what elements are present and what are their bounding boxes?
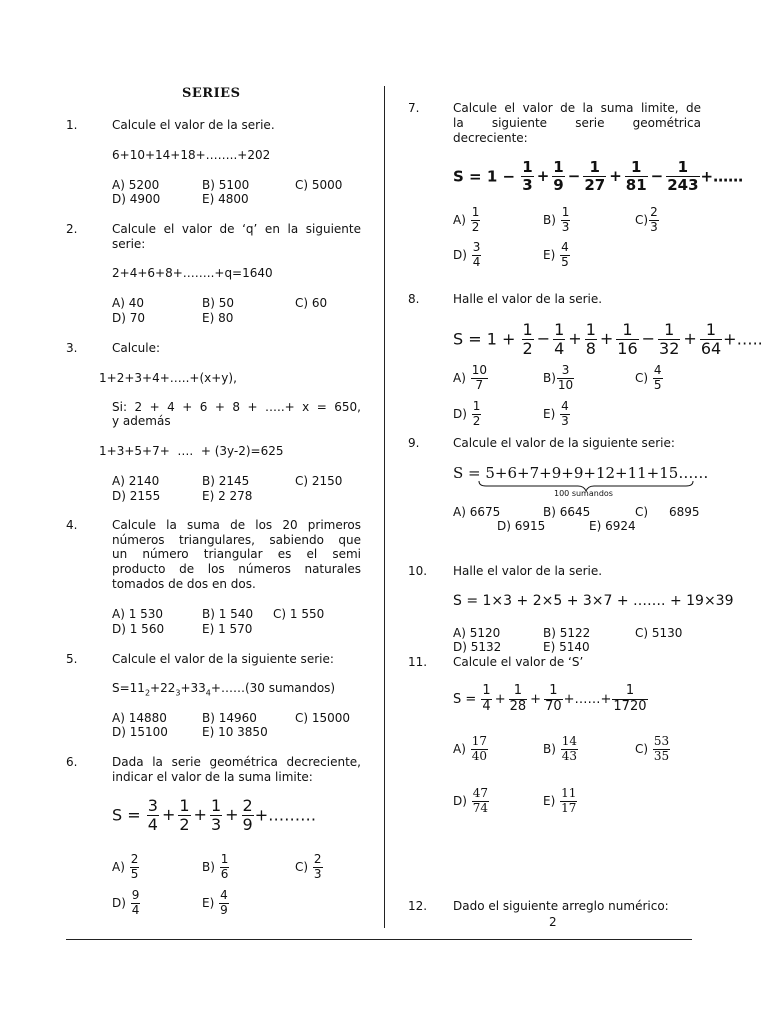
option-b: B) 50 <box>202 296 234 310</box>
option-e: E) 80 <box>202 311 234 325</box>
option-a: A) $\frac{1}{2}$ <box>453 205 480 234</box>
question-text: indicar el valor de la suma limite: <box>112 770 313 784</box>
series-formula: S = 1 + $\frac{1}{2}$ − $\frac{1}{4}$ + $\frac{1}{8}$ + $\frac{1}{16}$ − $\frac{1}{32}$ + $\frac{1}{64}$ +….. <box>453 320 763 359</box>
question-text: Dada la serie geométrica decreciente, <box>112 755 361 769</box>
option-a: A) 2140 <box>112 474 160 488</box>
option-c: C) $\frac{53}{35}$ <box>635 734 670 763</box>
option-d: D) 70 <box>112 311 146 325</box>
option-a: A) $\frac{10}{7}$ <box>453 363 487 392</box>
question-text: Halle el valor de la serie. <box>453 564 603 578</box>
option-c: C) 1 550 <box>273 607 325 621</box>
option-b: B) $\frac{14}{43}$ <box>543 734 578 763</box>
page-title: SERIES <box>182 86 241 101</box>
series-formula: S = 1 − $\frac{1}{3}$ + $\frac{1}{9}$ − $\frac{1}{27}$ + $\frac{1}{81}$ − $\frac{1}{243}$ +…… <box>453 158 744 195</box>
question-number: 7. <box>408 101 420 115</box>
option-b: B) 14960 <box>202 711 257 725</box>
question-number: 11. <box>408 655 428 669</box>
question-text: Calcule el valor de la siguiente serie: <box>112 652 334 666</box>
series-expression: 1+3+5+7+ …. + (3y-2)=625 <box>99 444 284 458</box>
question-number: 5. <box>66 652 78 666</box>
option-e: E) 2 278 <box>202 489 253 503</box>
option-a: A) $\frac{2}{5}$ <box>112 852 139 881</box>
option-d: D) 15100 <box>112 725 168 739</box>
option-e: E) 5140 <box>543 640 590 654</box>
condition-text: y además <box>112 414 171 428</box>
question-text: Dado el siguiente arreglo numérico: <box>453 899 669 913</box>
series-formula: S = 5+6+7+9+9+12+11+15…… <box>453 464 709 482</box>
option-c: C) $\frac{2}{3}$ <box>635 205 658 234</box>
option-c: C) $\frac{4}{5}$ <box>635 363 662 392</box>
option-b: B) 5100 <box>202 178 250 192</box>
question-number: 3. <box>66 341 78 355</box>
question-text: serie: <box>112 237 146 251</box>
option-c: C) 5000 <box>295 178 343 192</box>
question-text: Calcule el valor de ‘q’ en la siguiente <box>112 222 361 236</box>
option-e: E) 4800 <box>202 192 249 206</box>
option-e: E) 1 570 <box>202 622 253 636</box>
option-c: C) 5130 <box>635 626 683 640</box>
option-a: A) 1 530 <box>112 607 164 621</box>
option-a: A) 6675 <box>453 505 501 519</box>
option-c: C) $\frac{2}{3}$ <box>295 852 322 881</box>
option-a: A) 40 <box>112 296 144 310</box>
option-b: B) $\frac{3}{10}$ <box>543 363 574 392</box>
question-text: un número triangular es el semi <box>112 547 361 561</box>
option-c-value: 6895 <box>669 505 700 519</box>
option-e: E) 6924 <box>589 519 636 533</box>
question-text: producto de los números naturales <box>112 562 361 576</box>
option-c: C) <box>635 505 649 519</box>
option-b: B) 1 540 <box>202 607 254 621</box>
question-number: 2. <box>66 222 78 236</box>
condition-text: Si: 2 + 4 + 6 + 8 + …..+ x = 650, <box>112 400 361 414</box>
option-d: D) 6915 <box>497 519 546 533</box>
question-number: 6. <box>66 755 78 769</box>
question-text: la siguiente serie geométrica <box>453 116 701 130</box>
question-number: 12. <box>408 899 428 913</box>
question-text: Calcule el valor de la serie. <box>112 118 275 132</box>
option-d: D) 2155 <box>112 489 161 503</box>
question-text: Halle el valor de la serie. <box>453 292 603 306</box>
question-text: Calcule el valor de ‘S’ <box>453 655 584 669</box>
option-d: D) 4900 <box>112 192 161 206</box>
question-text: Calcule: <box>112 341 161 355</box>
series-expression: 1+2+3+4+…..+(x+y), <box>99 371 237 385</box>
option-e: E) 10 3850 <box>202 725 268 739</box>
option-b: B) $\frac{1}{3}$ <box>543 205 570 234</box>
option-d: D) $\frac{9}{4}$ <box>112 888 140 917</box>
series-formula: S = $\frac{1}{4}$ + $\frac{1}{28}$ + $\frac{1}{70}$ +……+ $\frac{1}{1720}$ <box>453 683 647 714</box>
option-d: D) $\frac{47}{74}$ <box>453 786 489 815</box>
option-a: A) 5200 <box>112 178 160 192</box>
series-expression: 2+4+6+8+……..+q=1640 <box>112 266 273 280</box>
option-c: C) 15000 <box>295 711 351 725</box>
series-expression: $S=11_2+22_3+33_4+\dots\dots(30$ sumandos) <box>112 681 336 698</box>
option-b: B) 6645 <box>543 505 591 519</box>
option-b: B) 5122 <box>543 626 591 640</box>
option-e: E) $\frac{4}{9}$ <box>202 888 228 917</box>
series-expression: 6+10+14+18+……..+202 <box>112 148 271 162</box>
page-number: 2 <box>549 915 557 929</box>
question-number: 4. <box>66 518 78 532</box>
question-text: Calcule el valor de la siguiente serie: <box>453 436 675 450</box>
option-d: D) 1 560 <box>112 622 165 636</box>
option-e: E) $\frac{4}{5}$ <box>543 240 569 269</box>
question-text: tomados de dos en dos. <box>112 577 256 591</box>
question-number: 1. <box>66 118 78 132</box>
option-d: D) $\frac{1}{2}$ <box>453 399 481 428</box>
option-c: C) 2150 <box>295 474 343 488</box>
question-number: 8. <box>408 292 420 306</box>
option-c: C) 60 <box>295 296 328 310</box>
column-divider <box>384 86 385 928</box>
option-a: A) $\frac{17}{40}$ <box>453 734 487 763</box>
question-text: Calcule la suma de los 20 primeros <box>112 518 361 532</box>
option-d: D) 5132 <box>453 640 502 654</box>
brace-label: 100 sumandos <box>554 489 613 498</box>
option-e: E) $\frac{4}{3}$ <box>543 399 569 428</box>
option-e: E) $\frac{11}{17}$ <box>543 786 577 815</box>
option-b: B) 2145 <box>202 474 250 488</box>
series-formula: S = 1×3 + 2×5 + 3×7 + ……. + 19×39 <box>453 593 734 609</box>
question-number: 10. <box>408 564 428 578</box>
question-text: Calcule el valor de la suma limite, de <box>453 101 701 115</box>
option-a: A) 14880 <box>112 711 167 725</box>
series-formula: S = $\frac{3}{4}$ + $\frac{1}{2}$ + $\frac{1}{3}$ + $\frac{2}{9}$ +……… <box>112 796 317 835</box>
question-text: números triangulares, sabiendo que <box>112 533 361 547</box>
footer-rule <box>66 939 692 940</box>
option-b: B) $\frac{1}{6}$ <box>202 852 229 881</box>
question-text: decreciente: <box>453 131 528 145</box>
option-d: D) $\frac{3}{4}$ <box>453 240 481 269</box>
question-number: 9. <box>408 436 420 450</box>
option-a: A) 5120 <box>453 626 501 640</box>
